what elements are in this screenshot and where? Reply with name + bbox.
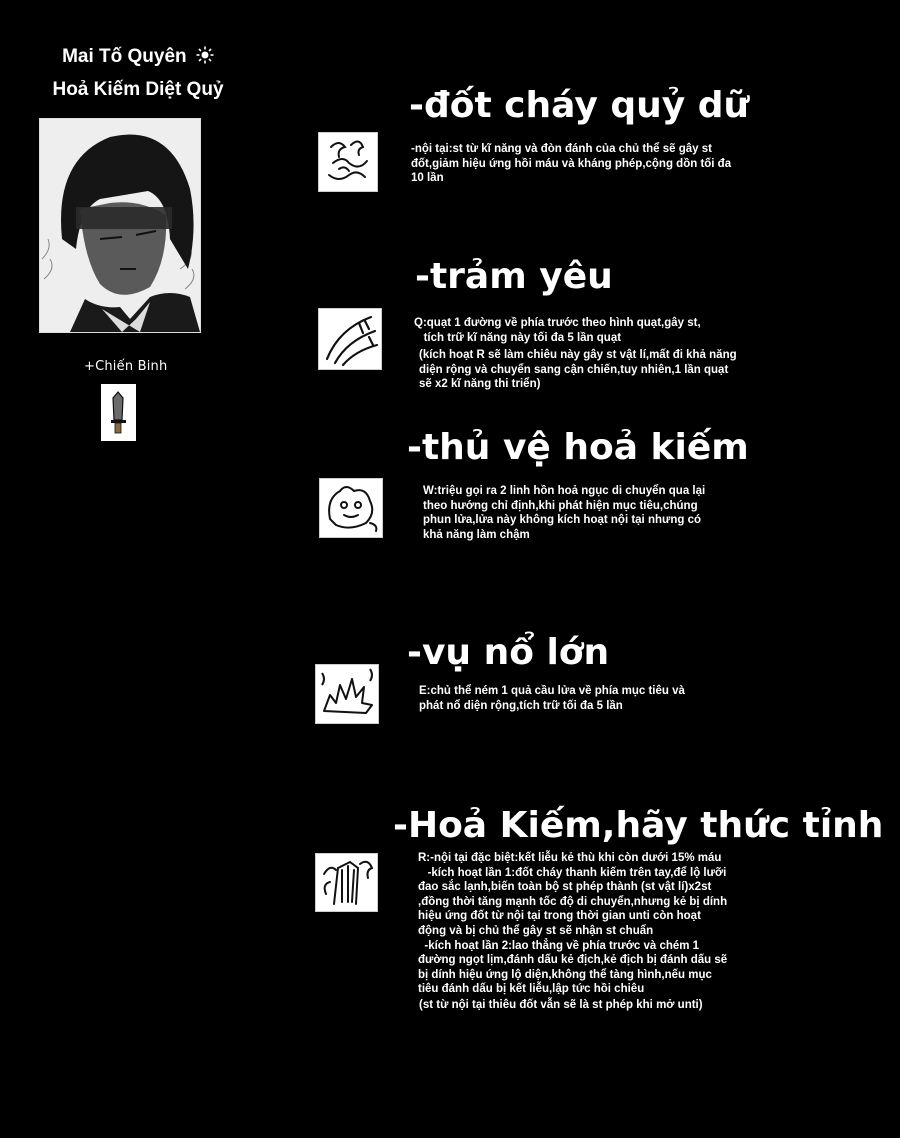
skill-icon-frame bbox=[318, 308, 382, 370]
skill-title: -thủ vệ hoả kiếm bbox=[407, 427, 749, 468]
desc-line: phát nổ diện rộng,tích trữ tối đa 5 lần bbox=[419, 699, 623, 712]
note-line: sẽ x2 kĩ năng thi triển) bbox=[419, 378, 541, 391]
sun-icon bbox=[196, 46, 214, 64]
desc-line: bị dính hiệu ứng lộ diện,không thể tàng hình,nếu mục bbox=[418, 968, 712, 981]
note-line: (st từ nội tại thiêu đốt vẫn sẽ là st phép khi mở unti) bbox=[419, 999, 703, 1011]
character-portrait bbox=[39, 118, 201, 333]
fire-spirit-icon bbox=[320, 479, 382, 537]
skill-description bbox=[419, 684, 685, 713]
skill-description bbox=[414, 316, 701, 345]
desc-line: đường ngọt lịm,đánh dấu kẻ địch,kẻ địch bị đánh dấu sẽ bbox=[418, 954, 728, 967]
desc-line: W:triệu gọi ra 2 linh hồn hoả ngục di chuyển qua lại bbox=[423, 485, 706, 497]
note-line: diện rộng và chuyển sang cận chiến,tuy nhiên,1 lần quạt bbox=[419, 363, 729, 376]
desc-line: đao sắc lạnh,biến toàn bộ st phép thành (st vật lí)x2st bbox=[418, 881, 712, 894]
skill-note bbox=[419, 348, 737, 392]
desc-line: -nội tại:st từ kĩ năng và đòn đánh của chủ thể sẽ gây st bbox=[411, 143, 712, 155]
skill-icon-frame bbox=[315, 664, 379, 724]
desc-line: R:-nội tại đặc biệt:kết liễu kẻ thù khi còn dưới 15% máu bbox=[418, 852, 722, 864]
desc-line: tiêu đánh dấu bị kết liễu,lập tức hồi chiêu bbox=[418, 983, 645, 996]
desc-line: theo hướng chỉ định,khi phát hiện mục tiêu,chúng bbox=[423, 499, 698, 512]
dagger-icon bbox=[101, 384, 136, 441]
fan-slash-icon bbox=[319, 309, 381, 369]
desc-line: -kích hoạt lần 2:lao thẳng về phía trước và chém 1 bbox=[418, 939, 700, 952]
skill-title: -vụ nổ lớn bbox=[407, 632, 610, 673]
desc-line: tích trữ kĩ năng này tối đa 5 lần quạt bbox=[414, 331, 622, 344]
skill-icon-frame bbox=[318, 132, 378, 192]
desc-line: động và bị chủ thể gây st sẽ nhận st chuẩn bbox=[418, 924, 654, 937]
skill-title: -trảm yêu bbox=[415, 256, 613, 297]
desc-line: hiệu ứng đốt từ nội tại trong thời gian unti còn hoạt bbox=[418, 910, 701, 923]
desc-line: Q:quạt 1 đường về phía trước theo hình quạt,gây st, bbox=[414, 317, 701, 329]
skill-description bbox=[411, 142, 731, 186]
class-label: +Chiến Binh bbox=[84, 359, 168, 374]
skill-description bbox=[423, 484, 705, 542]
skill-icon-frame bbox=[315, 853, 378, 912]
desc-line: đốt,giảm hiệu ứng hồi máu và kháng phép,cộng dồn tối đa bbox=[411, 157, 732, 170]
desc-line: khả năng làm chậm bbox=[423, 528, 530, 541]
portrait-illustration bbox=[40, 119, 200, 332]
explosion-icon bbox=[316, 665, 378, 723]
note-line: (kích hoạt R sẽ làm chiêu này gây st vật lí,mất đi khả năng bbox=[419, 349, 737, 361]
desc-line: E:chủ thể ném 1 quả cầu lửa về phía mục tiêu và bbox=[419, 685, 685, 697]
desc-line: -kích hoạt lần 1:đốt cháy thanh kiếm trên tay,để lộ lưỡi bbox=[418, 866, 727, 879]
class-icon-frame bbox=[101, 384, 136, 441]
skill-note bbox=[419, 998, 703, 1013]
skill-icon-frame bbox=[319, 478, 383, 538]
character-title: Hoả Kiếm Diệt Quỷ bbox=[52, 79, 224, 100]
flaming-sword-icon bbox=[316, 854, 377, 911]
desc-line: ,đồng thời tăng mạnh tốc độ di chuyển,nhưng kẻ bị dính bbox=[418, 895, 728, 908]
desc-line: phun lửa,lửa này không kích hoạt nội tại nhưng có bbox=[423, 514, 701, 527]
skill-title: -đốt cháy quỷ dữ bbox=[409, 85, 750, 126]
desc-line: 10 lần bbox=[411, 172, 444, 185]
skill-description bbox=[418, 851, 727, 997]
flame-swirl-icon bbox=[319, 133, 377, 191]
skill-title: -Hoả Kiếm,hãy thức tỉnh bbox=[393, 805, 884, 846]
character-header bbox=[18, 42, 258, 105]
character-name: Mai Tố Quyên bbox=[62, 46, 187, 67]
